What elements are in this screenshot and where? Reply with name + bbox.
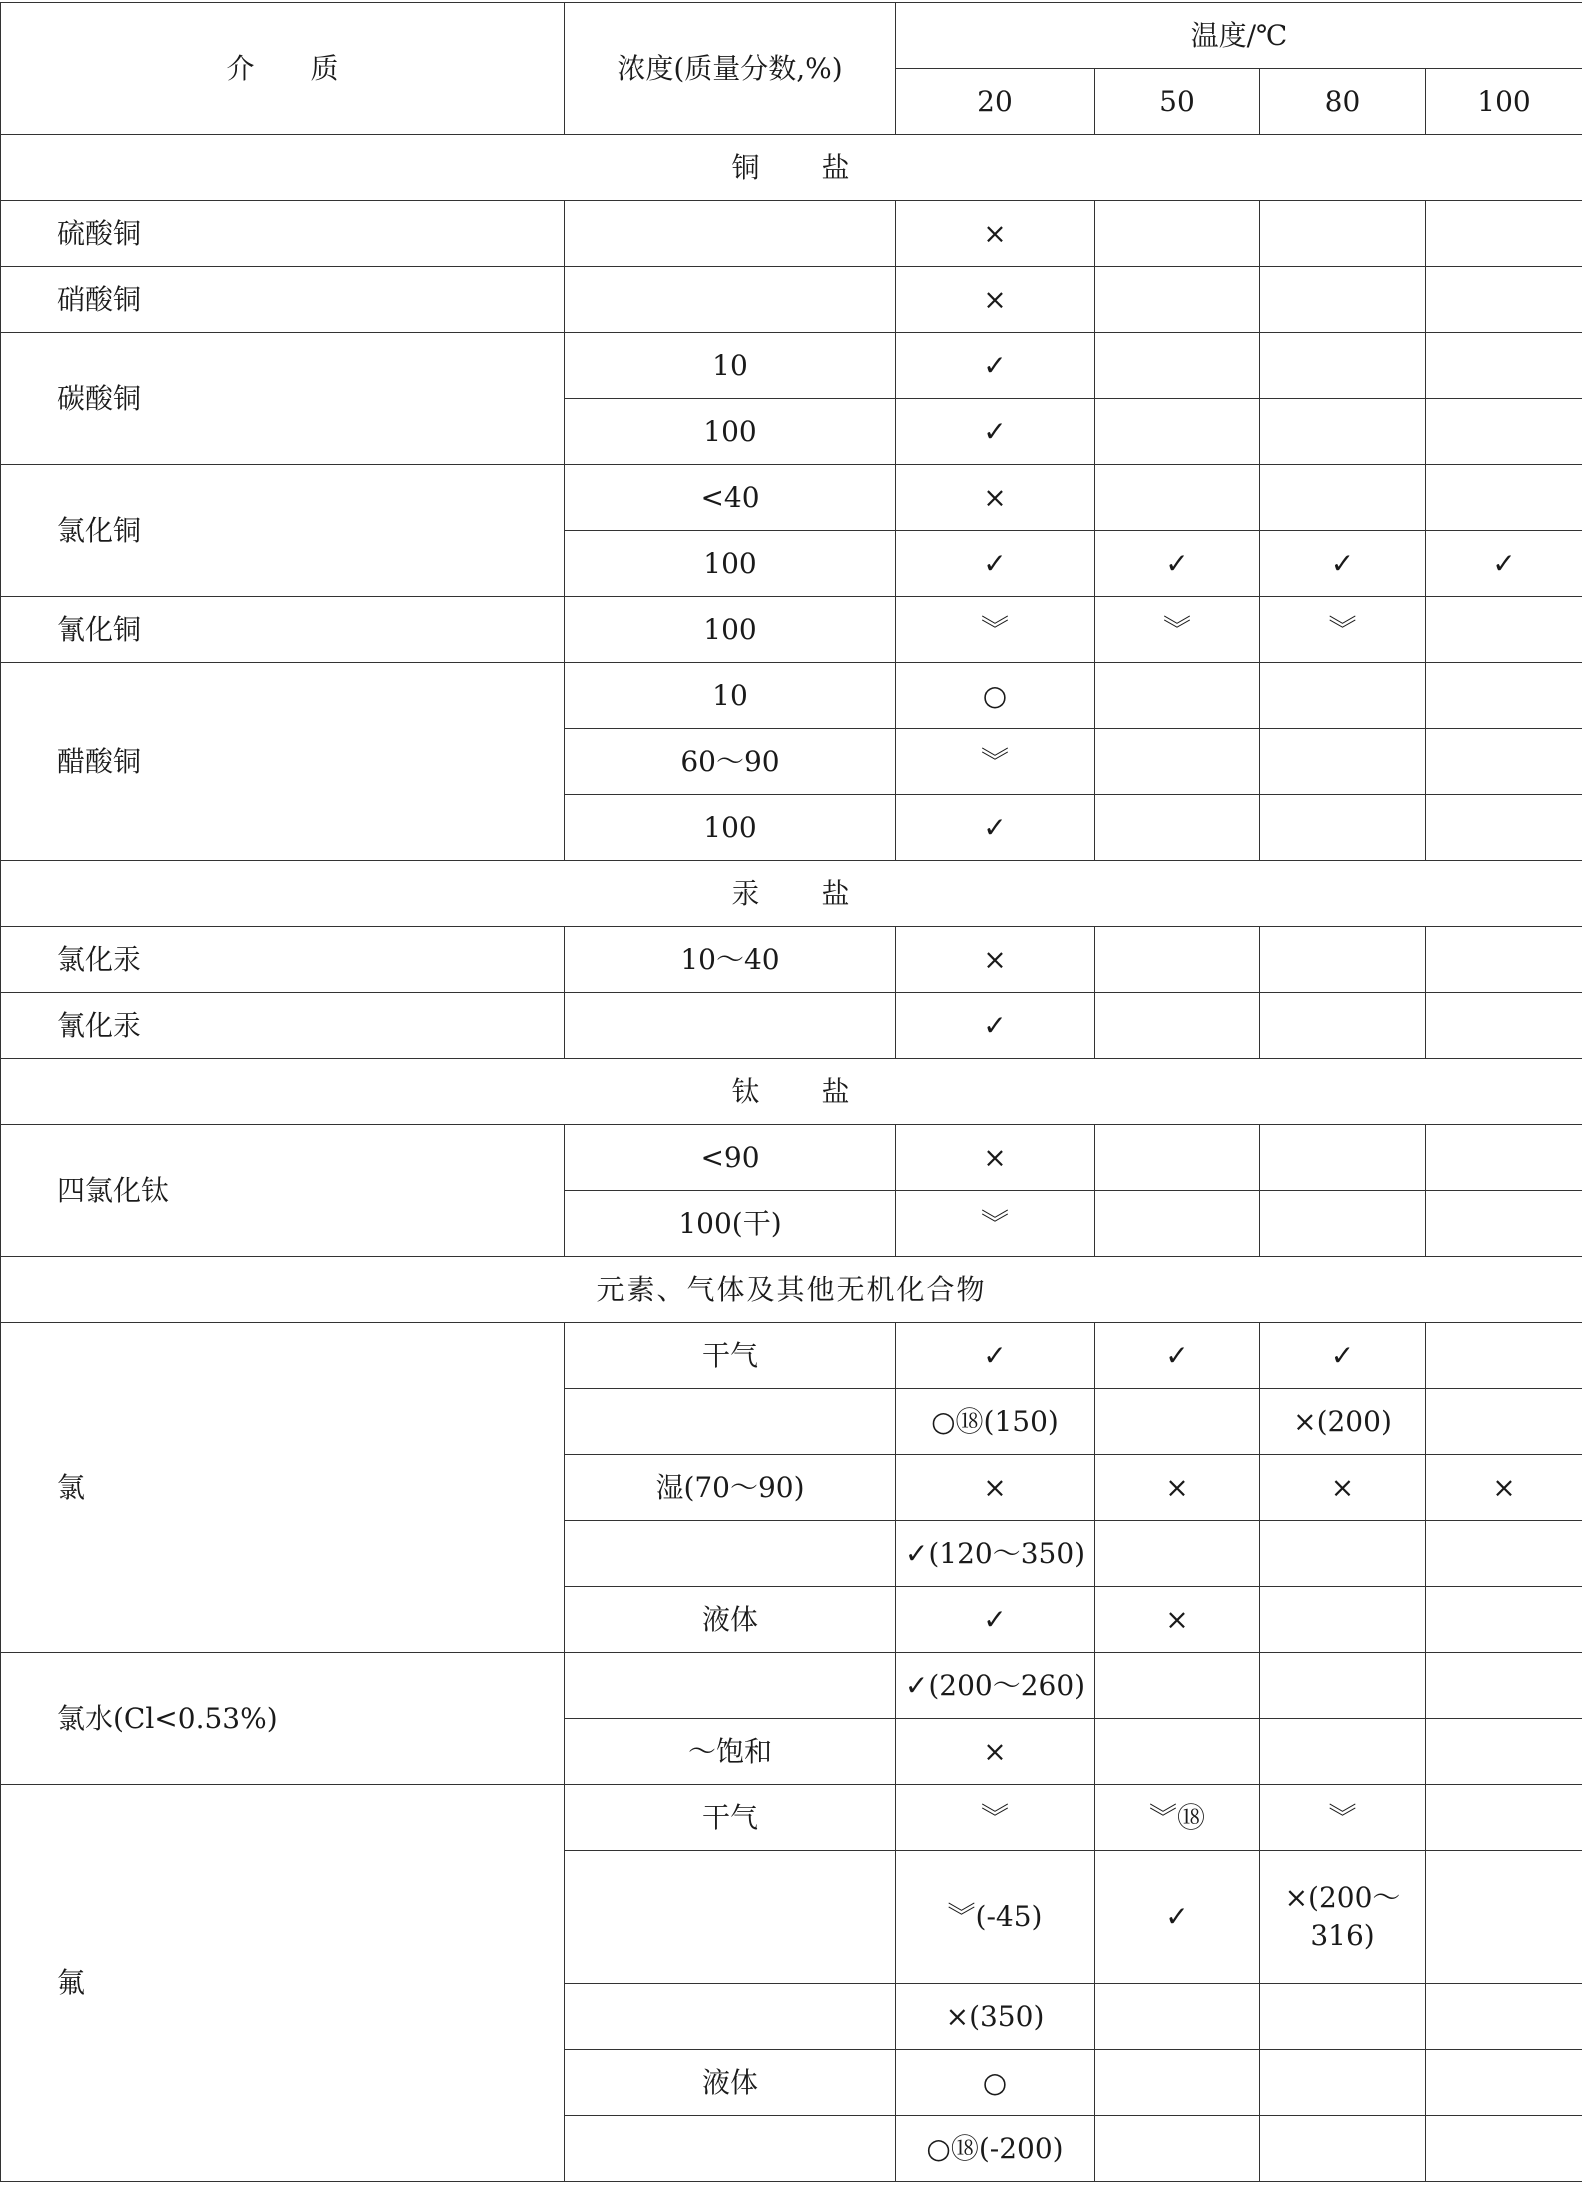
t50-cell [1095,1653,1260,1719]
medium-cell: 硫酸铜 [1,201,565,267]
section-elements-gases: 元素、气体及其他无机化合物 [1,1257,1582,1323]
t50-cell [1095,927,1260,993]
t80-cell: ︾ [1260,1785,1426,1851]
table-row [1,201,1582,267]
t80-cell [1260,1125,1426,1191]
t100-cell [1426,597,1582,663]
t20-cell: ✓(120～350) [896,1521,1095,1587]
t50-cell [1095,1984,1260,2050]
header-temp-100: 100 [1426,69,1582,135]
conc-cell: 10 [565,663,896,729]
t80-cell [1260,729,1426,795]
t80-line-1: ×(200～ [1284,1881,1401,1915]
t50-cell [1095,795,1260,861]
table-row [1,993,1582,1059]
t20-cell: ✓ [896,333,1095,399]
t20-cell: ○⑱(150) [896,1389,1095,1455]
t80-cell [1260,1719,1426,1785]
conc-cell: 60～90 [565,729,896,795]
t100-cell: ✓ [1426,531,1582,597]
t80-cell: ✓ [1260,1323,1426,1389]
section-copper-salts: 铜 盐 [1,135,1582,201]
conc-cell: 100 [565,795,896,861]
t20-cell: × [896,1125,1095,1191]
t80-cell [1260,399,1426,465]
t80-cell [1260,663,1426,729]
t20-cell: ✓ [896,399,1095,465]
t80-line-2: 316) [1310,1919,1375,1952]
t100-cell [1426,2050,1582,2116]
t50-cell [1095,333,1260,399]
conc-cell: 液体 [565,2050,896,2116]
header-temp-80: 80 [1260,69,1426,135]
t100-cell [1426,663,1582,729]
table-row [1,1323,1582,1389]
t100-cell [1426,333,1582,399]
t80-cell: ×(200) [1260,1389,1426,1455]
t20-cell: × [896,201,1095,267]
t50-cell [1095,729,1260,795]
t80-cell [1260,1653,1426,1719]
t20-cell: ✓ [896,1587,1095,1653]
medium-cell: 碳酸铜 [1,333,565,465]
t80-cell [1260,201,1426,267]
t20-cell: ✓ [896,1323,1095,1389]
t100-cell [1426,1719,1582,1785]
medium-cell: 氯化铜 [1,465,565,597]
header-medium: 介 质 [1,3,565,135]
conc-cell [565,1984,896,2050]
conc-cell: 湿(70～90) [565,1455,896,1521]
header-row-1 [1,3,1582,69]
t20-cell: × [896,267,1095,333]
conc-cell: <90 [565,1125,896,1191]
conc-cell [565,1389,896,1455]
t50-cell: ✓ [1095,1323,1260,1389]
t50-cell: × [1095,1455,1260,1521]
t20-cell: ×(350) [896,1984,1095,2050]
conc-cell: <40 [565,465,896,531]
t80-cell: ︾ [1260,597,1426,663]
header-temp-20: 20 [896,69,1095,135]
t20-cell: ✓ [896,795,1095,861]
t100-cell [1426,1851,1582,1984]
conc-cell [565,2116,896,2182]
header-temperature: 温度/℃ [896,3,1582,69]
t80-cell [1260,993,1426,1059]
t20-cell: × [896,927,1095,993]
t100-cell [1426,1521,1582,1587]
header-temp-50: 50 [1095,69,1260,135]
t100-cell [1426,2116,1582,2182]
t80-cell [1260,465,1426,531]
t100-cell [1426,1653,1582,1719]
conc-cell: 干气 [565,1785,896,1851]
section-row-titanium [1,1059,1582,1125]
t80-cell [1260,2116,1426,2182]
t20-cell: ︾ [896,1191,1095,1257]
t20-cell: ○ [896,2050,1095,2116]
t100-cell [1426,1323,1582,1389]
t100-cell [1426,267,1582,333]
t20-cell: ︾ [896,1785,1095,1851]
conc-cell: 10～40 [565,927,896,993]
t20-cell: ○⑱(-200) [896,2116,1095,2182]
conc-cell: ～饱和 [565,1719,896,1785]
table-row [1,333,1582,399]
section-mercury-salts: 汞 盐 [1,861,1582,927]
t80-cell [1260,333,1426,399]
t80-cell [1260,1521,1426,1587]
conc-cell [565,1521,896,1587]
t80-cell [1260,2050,1426,2116]
t20-cell: ✓ [896,993,1095,1059]
table-row [1,663,1582,729]
t20-cell: ︾ [896,597,1095,663]
medium-cell: 硝酸铜 [1,267,565,333]
t100-cell [1426,399,1582,465]
conc-cell: 干气 [565,1323,896,1389]
t100-cell [1426,201,1582,267]
t80-cell: ✓ [1260,531,1426,597]
medium-cell: 氰化汞 [1,993,565,1059]
t100-cell [1426,1984,1582,2050]
table-row [1,1785,1582,1851]
t100-cell [1426,1587,1582,1653]
conc-cell: 100 [565,399,896,465]
t50-cell [1095,1719,1260,1785]
t50-cell [1095,1521,1260,1587]
t100-cell [1426,795,1582,861]
t50-cell [1095,1191,1260,1257]
t50-cell [1095,1125,1260,1191]
t100-cell [1426,729,1582,795]
conc-cell: 100 [565,531,896,597]
t80-cell [1260,1984,1426,2050]
table-row [1,465,1582,531]
t100-cell [1426,1125,1582,1191]
medium-cell: 氯水(Cl<0.53%) [1,1653,565,1785]
t20-cell: ︾ [896,729,1095,795]
header-concentration: 浓度(质量分数,%) [565,3,896,135]
conc-cell: 10 [565,333,896,399]
medium-cell: 氰化铜 [1,597,565,663]
t50-cell [1095,663,1260,729]
t20-cell: × [896,465,1095,531]
t80-cell [1260,795,1426,861]
t50-cell: ✓ [1095,531,1260,597]
t50-cell: ︾ [1095,597,1260,663]
t50-cell [1095,465,1260,531]
conc-cell [565,1653,896,1719]
table-row [1,267,1582,333]
t20-cell: ○ [896,663,1095,729]
t80-cell [1260,1587,1426,1653]
medium-cell: 氟 [1,1785,565,2182]
conc-cell: 液体 [565,1587,896,1653]
t20-cell: ︾(-45) [896,1851,1095,1984]
t80-cell: × [1260,1455,1426,1521]
t80-cell [1260,1851,1426,1984]
medium-cell: 醋酸铜 [1,663,565,861]
table-row [1,597,1582,663]
table-row [1,927,1582,993]
medium-cell: 氯 [1,1323,565,1653]
t100-cell [1426,465,1582,531]
t100-cell [1426,927,1582,993]
t50-cell [1095,993,1260,1059]
t80-cell [1260,927,1426,993]
medium-cell: 四氯化钛 [1,1125,565,1257]
section-row-mercury [1,861,1582,927]
table-row [1,1125,1582,1191]
t50-cell [1095,399,1260,465]
t50-cell [1095,201,1260,267]
section-row-elements [1,1257,1582,1323]
t20-cell: ✓ [896,531,1095,597]
t100-cell [1426,1785,1582,1851]
t50-cell [1095,2050,1260,2116]
t50-cell: ✓ [1095,1851,1260,1984]
conc-cell [565,201,896,267]
t100-cell [1426,993,1582,1059]
corrosion-table [0,2,1582,2182]
section-row-copper [1,135,1582,201]
t50-cell [1095,267,1260,333]
t20-cell: × [896,1719,1095,1785]
t80-cell [1260,267,1426,333]
conc-cell: 100(干) [565,1191,896,1257]
t50-cell: × [1095,1587,1260,1653]
t50-cell [1095,1389,1260,1455]
conc-cell [565,1851,896,1984]
table-row [1,1653,1582,1719]
t20-cell: × [896,1455,1095,1521]
t50-cell: ︾⑱ [1095,1785,1260,1851]
t20-cell: ✓(200～260) [896,1653,1095,1719]
t100-cell [1426,1191,1582,1257]
conc-cell [565,993,896,1059]
conc-cell [565,267,896,333]
t80-cell [1260,1191,1426,1257]
t50-cell [1095,2116,1260,2182]
section-titanium-salts: 钛 盐 [1,1059,1582,1125]
t100-cell: × [1426,1455,1582,1521]
t100-cell [1426,1389,1582,1455]
conc-cell: 100 [565,597,896,663]
medium-cell: 氯化汞 [1,927,565,993]
